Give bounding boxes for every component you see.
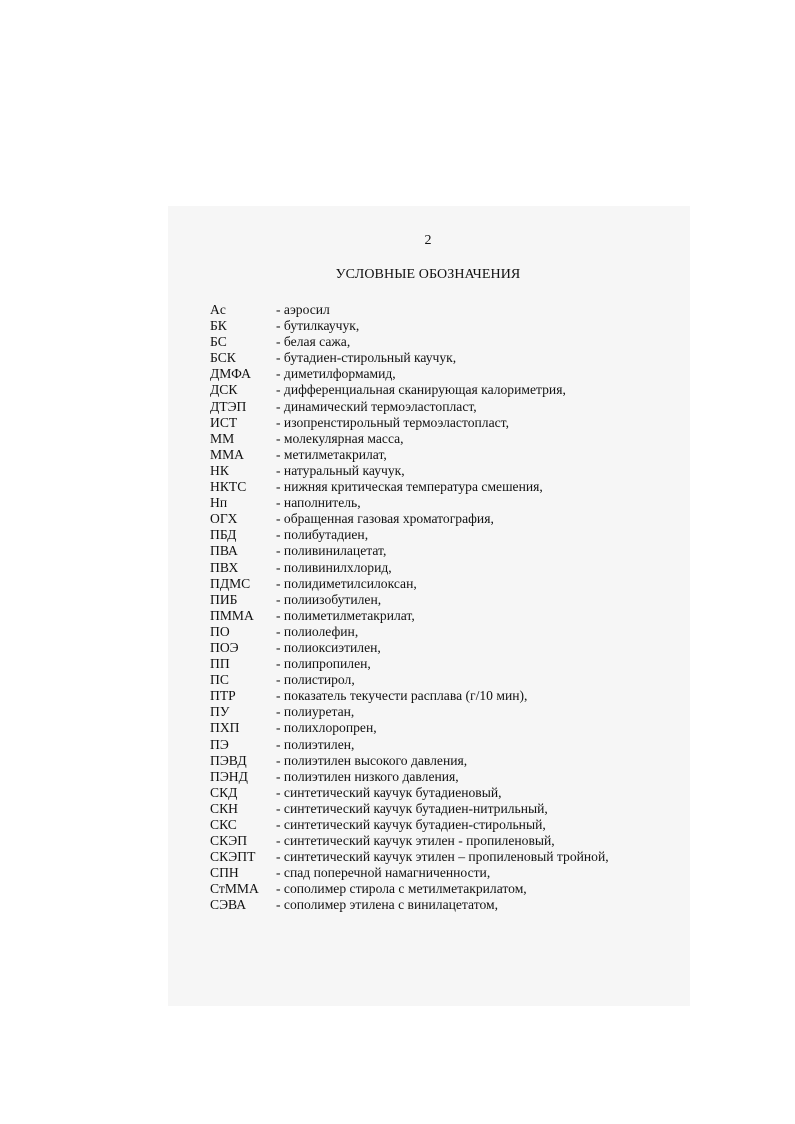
abbreviation-term: Ac <box>210 302 226 317</box>
abbreviation-definition: - бутилкаучук, <box>276 318 360 334</box>
list-item <box>210 624 680 640</box>
list-item <box>210 576 680 592</box>
abbreviation-definition: - полибутадиен, <box>276 527 369 543</box>
abbreviation-term: Нп <box>210 495 228 511</box>
abbreviation-definition: - полипропилен, <box>276 656 371 672</box>
abbreviation-definition: - синтетический каучук этилен - пропиленовый, <box>276 833 555 849</box>
list-item <box>210 463 680 479</box>
list-item <box>210 833 680 849</box>
list-item <box>210 640 680 656</box>
abbreviation-definition: - нижняя критическая температура смешения, <box>276 479 543 495</box>
abbreviation-definition: - полиуретан, <box>276 704 355 720</box>
abbreviation-term: ПЭ <box>210 736 229 752</box>
abbreviation-list <box>210 302 680 914</box>
abbreviation-term: БК <box>210 318 227 334</box>
abbreviation-definition: - полиэтилен, <box>276 736 355 752</box>
abbreviation-term: ПОЭ <box>210 639 239 655</box>
list-item <box>210 382 680 398</box>
abbreviation-term: ММА <box>210 446 244 462</box>
abbreviation-term: СКЭП <box>210 833 248 849</box>
abbreviation-term: ПДМС <box>210 575 251 591</box>
abbreviation-term: ПВА <box>210 543 238 559</box>
abbreviation-term: ПХП <box>210 720 240 736</box>
abbreviation-definition: - динамический термоэластопласт, <box>276 398 477 414</box>
abbreviation-term: СКС <box>210 817 237 832</box>
abbreviation-term: НК <box>210 462 229 478</box>
abbreviation-definition: - белая сажа, <box>276 334 351 350</box>
list-item <box>210 865 680 881</box>
abbreviation-term: ОГХ <box>210 511 238 527</box>
abbreviation-definition: - аэросил <box>276 302 330 317</box>
abbreviation-definition: - полиэтилен низкого давления, <box>276 768 459 784</box>
list-item <box>210 801 680 817</box>
abbreviation-definition: - синтетический каучук бутадиен-нитрильный, <box>276 800 548 816</box>
list-item <box>210 560 680 576</box>
abbreviation-term: СЭВА <box>210 897 247 913</box>
abbreviation-definition: - полиэтилен высокого давления, <box>276 752 468 768</box>
abbreviation-term: ПММА <box>210 607 254 623</box>
list-item <box>210 447 680 463</box>
list-item <box>210 881 680 897</box>
abbreviation-definition: - диметилформамид, <box>276 366 396 382</box>
abbreviation-definition: - синтетический каучук этилен – пропиленовый тройной, <box>276 849 609 865</box>
list-item <box>210 849 680 865</box>
list-item <box>210 527 680 543</box>
list-item <box>210 431 680 447</box>
abbreviation-definition: - полистирол, <box>276 672 355 688</box>
abbreviation-definition: - полиолефин, <box>276 623 359 639</box>
abbreviation-definition: - обращенная газовая хроматография, <box>276 511 494 527</box>
list-item <box>210 334 680 350</box>
abbreviation-definition: - полихлоропрен, <box>276 720 377 736</box>
abbreviation-term: НКТС <box>210 479 247 495</box>
list-item <box>210 769 680 785</box>
abbreviation-definition: - синтетический каучук бутадиен-стирольный, <box>276 817 546 832</box>
list-item <box>210 753 680 769</box>
abbreviation-definition: - дифференциальная сканирующая калориметрия, <box>276 382 566 398</box>
abbreviation-term: СКН <box>210 800 238 816</box>
abbreviation-definition: - сополимер этилена с винилацетатом, <box>276 897 498 913</box>
abbreviation-definition: - сополимер стирола с метилметакрилатом, <box>276 881 527 897</box>
abbreviation-term: СтММА <box>210 881 259 897</box>
list-item <box>210 672 680 688</box>
abbreviation-term: БС <box>210 334 227 350</box>
page-number: 2 <box>424 233 432 248</box>
list-item <box>210 704 680 720</box>
abbreviation-term: ДТЭП <box>210 398 247 414</box>
abbreviation-term: ДСК <box>210 382 238 398</box>
abbreviation-definition: - бутадиен-стирольный каучук, <box>276 350 457 366</box>
list-item <box>210 399 680 415</box>
abbreviation-term: ДМФА <box>210 366 251 382</box>
list-item <box>210 897 680 913</box>
list-item <box>210 543 680 559</box>
abbreviation-term: СКЭПТ <box>210 849 256 865</box>
list-item <box>210 656 680 672</box>
list-item <box>210 592 680 608</box>
abbreviation-term: ПИБ <box>210 591 238 607</box>
abbreviation-definition: - натуральный каучук, <box>276 462 405 478</box>
list-item <box>210 302 680 318</box>
list-item <box>210 318 680 334</box>
abbreviation-definition: - синтетический каучук бутадиеновый, <box>276 784 502 800</box>
abbreviation-definition: - наполнитель, <box>276 495 361 511</box>
abbreviation-term: ПЭНД <box>210 768 248 784</box>
abbreviation-term: ПС <box>210 672 229 688</box>
page-title: УСЛОВНЫЕ ОБОЗНАЧЕНИЯ <box>335 267 521 282</box>
abbreviation-term: СКД <box>210 784 238 800</box>
abbreviation-term: ПУ <box>210 704 230 720</box>
list-item <box>210 350 680 366</box>
list-item <box>210 817 680 833</box>
abbreviation-term: ПТР <box>210 688 236 704</box>
abbreviation-term: БСК <box>210 350 236 366</box>
list-item <box>210 785 680 801</box>
list-item <box>210 688 680 704</box>
list-item <box>210 737 680 753</box>
abbreviation-term: ПО <box>210 623 230 639</box>
abbreviation-definition: - полиоксиэтилен, <box>276 639 381 655</box>
abbreviation-definition: - полиметилметакрилат, <box>276 607 415 623</box>
abbreviation-term: ММ <box>210 430 235 446</box>
abbreviation-definition: - поливинилхлорид, <box>276 559 392 575</box>
list-item <box>210 608 680 624</box>
abbreviation-term: ПП <box>210 656 230 672</box>
list-item <box>210 415 680 431</box>
list-item <box>210 495 680 511</box>
abbreviation-term: СПН <box>210 865 239 881</box>
abbreviation-definition: - полидиметилсилоксан, <box>276 575 417 591</box>
abbreviation-term: ПБД <box>210 527 237 543</box>
list-item <box>210 366 680 382</box>
abbreviation-term: ПЭВД <box>210 752 247 768</box>
list-item <box>210 479 680 495</box>
list-item <box>210 720 680 736</box>
abbreviation-term: ПВХ <box>210 559 239 575</box>
abbreviation-definition: - метилметакрилат, <box>276 446 387 462</box>
abbreviation-definition: - молекулярная масса, <box>276 430 404 446</box>
abbreviation-term: ИСТ <box>210 414 238 430</box>
list-item <box>210 511 680 527</box>
abbreviation-definition: - поливинилацетат, <box>276 543 387 559</box>
abbreviation-definition: - изопренстирольный термоэластопласт, <box>276 414 509 430</box>
abbreviation-definition: - полиизобутилен, <box>276 591 382 607</box>
abbreviation-definition: - показатель текучести расплава (г/10 мин), <box>276 688 528 704</box>
abbreviation-definition: - спад поперечной намагниченности, <box>276 865 491 881</box>
